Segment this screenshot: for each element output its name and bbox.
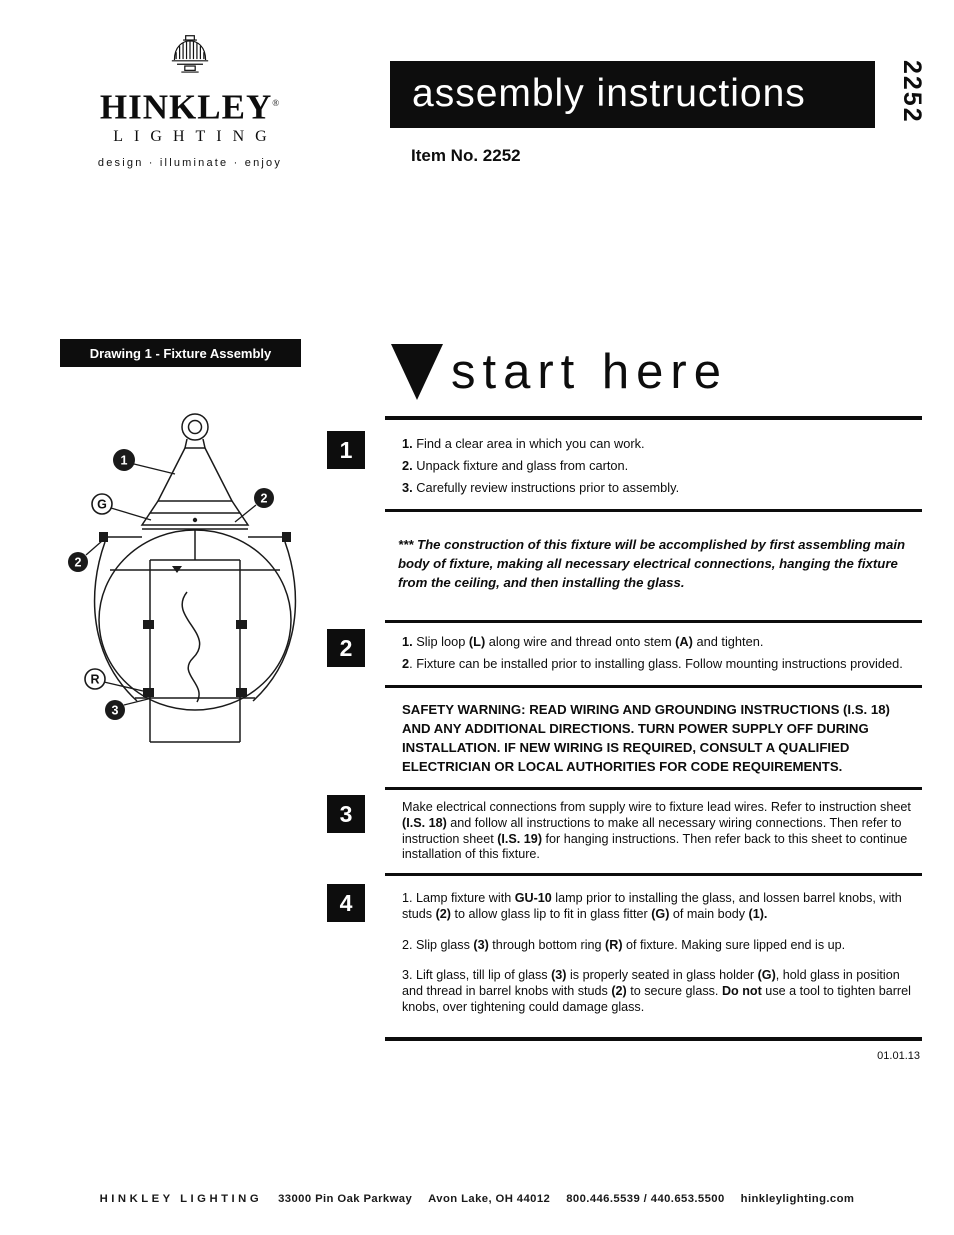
step-1-text bbox=[402, 433, 922, 499]
footer-address: 33000 Pin Oak Parkway bbox=[278, 1193, 413, 1205]
safety-warning: SAFETY WARNING: READ WIRING AND GROUNDING INSTRUCTIONS (I.S. 18) AND ANY ADDITIONAL DIRECTIONS. TURN POWER SUPPLY OFF DURING INSTALLATION. IF NEW WIRING IS REQUIRED, CONSULT A QUALIFIED ELECTRICIAN OR LOCAL AUTHORITIES FOR CODE REQUIREMENTS. bbox=[402, 702, 890, 774]
step-3-text bbox=[402, 800, 922, 863]
step-4-number: 4 bbox=[327, 884, 365, 922]
step-2-line-2: 2. Fixture can be installed prior to installing glass. Follow mounting instructions provided. bbox=[402, 656, 903, 671]
divider bbox=[385, 787, 922, 790]
start-here-label: start here bbox=[451, 345, 728, 399]
step-2-number: 2 bbox=[327, 629, 365, 667]
logo-subbrand: LIGHTING bbox=[113, 127, 278, 145]
footer-city: Avon Lake, OH 44012 bbox=[428, 1193, 551, 1205]
divider bbox=[385, 873, 922, 876]
assembly-instructions-banner: assembly instructions bbox=[390, 61, 875, 128]
svg-text:3: 3 bbox=[111, 703, 119, 718]
footer bbox=[0, 1193, 954, 1205]
step-3-number: 3 bbox=[327, 795, 365, 833]
divider bbox=[385, 1037, 922, 1041]
callout-1 bbox=[113, 449, 135, 471]
divider bbox=[385, 685, 922, 688]
step-4-paragraph-3: 3. Lift glass, till lip of glass (3) is properly seated in glass holder (G), hold glass in position and thread in barrel knobs with studs (2) to secure glass. Do not use a tool to tighten barrel knobs, over tightening could damage glass. bbox=[402, 968, 911, 1014]
step-4-paragraph-2: 2. Slip glass (3) through bottom ring (R) of fixture. Making sure lipped end is up. bbox=[402, 937, 846, 952]
step-2-line-1: 1. Slip loop (L) along wire and thread onto stem (A) and tighten. bbox=[402, 634, 764, 649]
svg-text:2: 2 bbox=[260, 491, 268, 506]
down-arrow-icon bbox=[391, 344, 443, 400]
callout-G bbox=[92, 494, 112, 514]
divider bbox=[385, 416, 922, 420]
step-3-paragraph: Make electrical connections from supply wire to fixture lead wires. Refer to instruction sheet (I.S. 18) and follow all instructions to make all necessary wiring connections. Then refer to instruction sheet (I.S. 19) for hanging instructions. Then refer back to this sheet to continue installation of this fixture. bbox=[402, 800, 911, 862]
step-2-text bbox=[402, 631, 922, 675]
footer-website: hinkleylighting.com bbox=[740, 1193, 855, 1205]
step-1-line-3: 3. Carefully review instructions prior to assembly. bbox=[402, 480, 680, 495]
logo-brand: HINKLEY® bbox=[99, 87, 281, 127]
revision-date: 01.01.13 bbox=[877, 1050, 920, 1062]
svg-text:1: 1 bbox=[120, 453, 128, 468]
divider bbox=[385, 620, 922, 623]
fixture-assembly-drawing bbox=[55, 402, 305, 752]
registered-mark: ® bbox=[272, 98, 281, 108]
step-4-text bbox=[402, 891, 922, 1016]
callout-2-left bbox=[68, 552, 88, 572]
svg-text:R: R bbox=[90, 672, 100, 687]
side-item-number: 2252 bbox=[898, 60, 926, 124]
step-1-line-1: 1. Find a clear area in which you can work. bbox=[402, 436, 645, 451]
callout-R bbox=[85, 669, 105, 689]
svg-text:G: G bbox=[97, 497, 107, 512]
step-1-number: 1 bbox=[327, 431, 365, 469]
start-here-heading bbox=[391, 344, 728, 400]
divider bbox=[385, 509, 922, 512]
step-4-paragraph-1: 1. Lamp fixture with GU-10 lamp prior to installing the glass, and lossen barrel knobs, with studs (2) to allow glass lip to fit in glass fitter (G) of main body (1). bbox=[402, 891, 902, 921]
construction-note: *** The construction of this fixture will be accomplished by first assembling main body of fixture, making all necessary electrical connections, hanging the fixture from the ceiling, and then installing the glass. bbox=[398, 537, 906, 590]
callout-3 bbox=[105, 700, 125, 720]
drawing-title-label: Drawing 1 - Fixture Assembly bbox=[60, 339, 301, 367]
item-number: Item No. 2252 bbox=[411, 146, 521, 165]
lamp-icon bbox=[164, 34, 216, 79]
step-1-line-2: 2. Unpack fixture and glass from carton. bbox=[402, 458, 629, 473]
callout-2-right bbox=[254, 488, 274, 508]
footer-phones: 800.446.5539 / 440.653.5500 bbox=[566, 1193, 725, 1205]
svg-text:2: 2 bbox=[74, 555, 82, 570]
logo-tagline: design · illuminate · enjoy bbox=[97, 156, 283, 169]
hinkley-logo bbox=[72, 34, 308, 169]
footer-brand: HINKLEY LIGHTING bbox=[99, 1193, 263, 1205]
